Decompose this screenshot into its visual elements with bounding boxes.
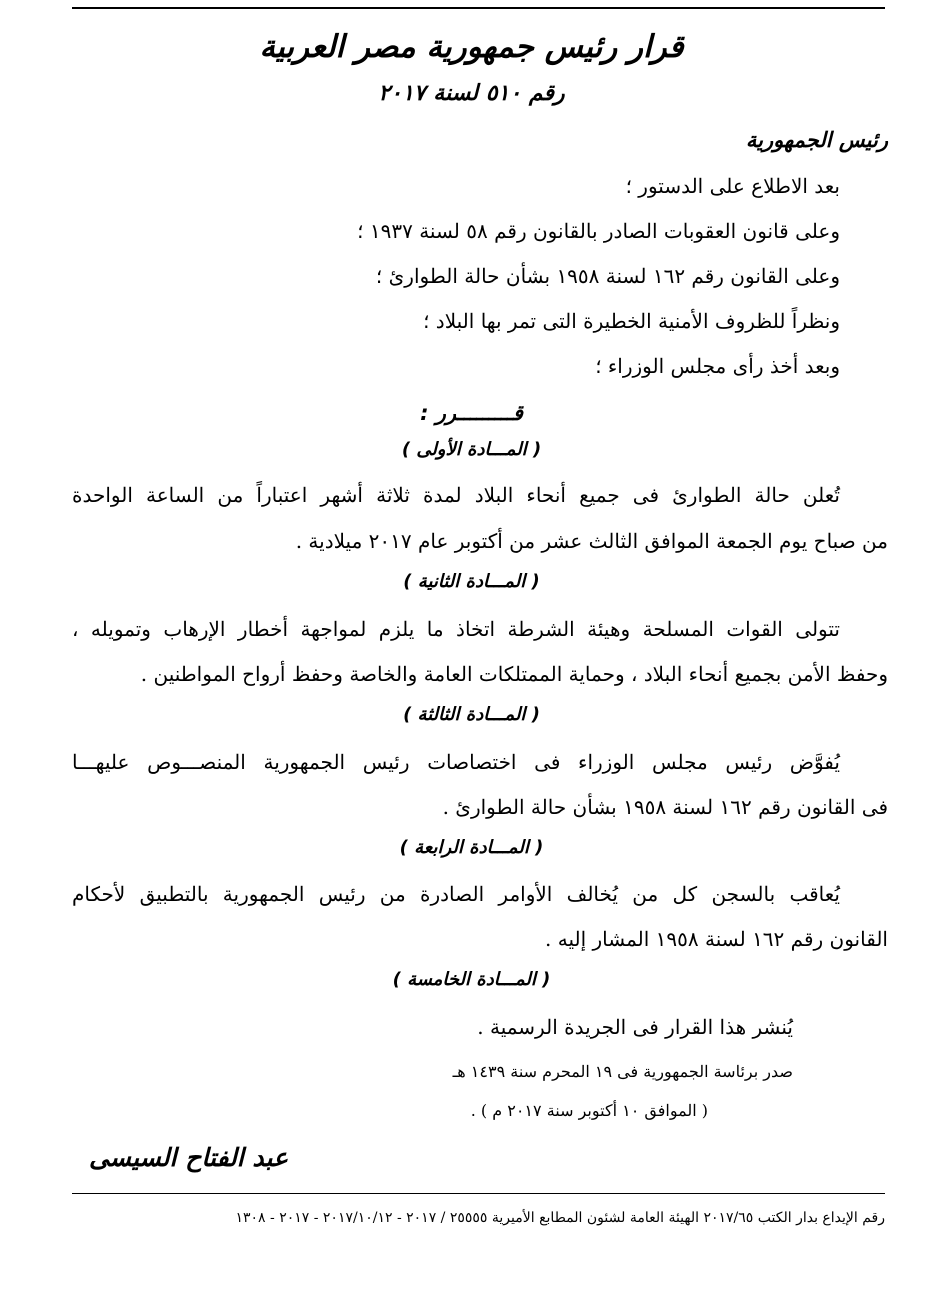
article-1-text: من صباح يوم الجمعة الموافق الثالث عشر من أكتوبر عام ٢٠١٧ ميلادية . — [295, 529, 888, 553]
bottom-rule — [72, 1193, 885, 1194]
article-4-text: يُعاقب بالسجن كل من يُخالف الأوامر الصادرة من رئيس الجمهورية بالتطبيق لأحكام — [72, 882, 840, 906]
preamble-line: وبعد أخذ رأى مجلس الوزراء ؛ — [595, 354, 840, 378]
article-3-title: ( المـــادة الثالثة ) — [403, 704, 540, 725]
article-2-text: وحفظ الأمن بجميع أنحاء البلاد ، وحماية الممتلكات العامة والخاصة وحفظ أرواح المواطنين . — [140, 662, 888, 686]
issued-date-gregorian: ( الموافق ١٠ أكتوبر سنة ٢٠١٧ م ) . — [470, 1101, 708, 1120]
article-3-text: فى القانون رقم ١٦٢ لسنة ١٩٥٨ بشأن حالة الطوارئ . — [442, 795, 888, 819]
decree-number: رقم ٥١٠ لسنة ٢٠١٧ — [378, 81, 565, 106]
decree-title: قرار رئيس جمهورية مصر العربية — [259, 29, 684, 65]
top-rule — [72, 7, 885, 9]
article-2-text: تتولى القوات المسلحة وهيئة الشرطة اتخاذ ما يلزم لمواجهة أخطار الإرهاب وتمويله ، — [72, 617, 840, 641]
article-3-text: يُفوَّض رئيس مجلس الوزراء فى اختصاصات رئيس الجمهورية المنصـــوص عليهـــا — [72, 750, 840, 774]
deposit-footer: رقم الإيداع بدار الكتب ٢٠١٧/٦٥ الهيئة العامة لشئون المطابع الأميرية ٢٥٥٥٥ / ٢٠١٧ - ٢٠١٧/١٠/١٢ - ٢٠١٧ - ١٣٠٨ — [235, 1210, 885, 1226]
preamble-line: وعلى قانون العقوبات الصادر بالقانون رقم ٥٨ لسنة ١٩٣٧ ؛ — [357, 219, 840, 243]
signature: عبد الفتاح السيسى — [88, 1143, 288, 1172]
article-4-title: ( المـــادة الرابعة ) — [399, 837, 544, 858]
article-1-title: ( المـــادة الأولى ) — [401, 439, 542, 460]
article-4-text: القانون رقم ١٦٢ لسنة ١٩٥٨ المشار إليه . — [545, 927, 888, 951]
article-5-title: ( المـــادة الخامسة ) — [392, 969, 551, 990]
preamble-line: وعلى القانون رقم ١٦٢ لسنة ١٩٥٨ بشأن حالة الطوارئ ؛ — [375, 264, 840, 288]
article-2-title: ( المـــادة الثانية ) — [403, 571, 540, 592]
article-5-text: يُنشر هذا القرار فى الجريدة الرسمية . — [477, 1015, 793, 1039]
issued-date-hijri: صدر برئاسة الجمهورية فى ١٩ المحرم سنة ١٤٣٩ هـ — [452, 1062, 793, 1081]
article-1-text: تُعلن حالة الطوارئ فى جميع أنحاء البلاد لمدة ثلاثة أشهر اعتباراً من الساعة الواحدة — [72, 483, 840, 507]
president-heading: رئيس الجمهورية — [745, 128, 888, 152]
preamble-line: بعد الاطلاع على الدستور ؛ — [625, 174, 840, 198]
decision-label: قـــــــــرر : — [420, 401, 523, 425]
preamble-line: ونظراً للظروف الأمنية الخطيرة التى تمر بها البلاد ؛ — [423, 309, 840, 333]
